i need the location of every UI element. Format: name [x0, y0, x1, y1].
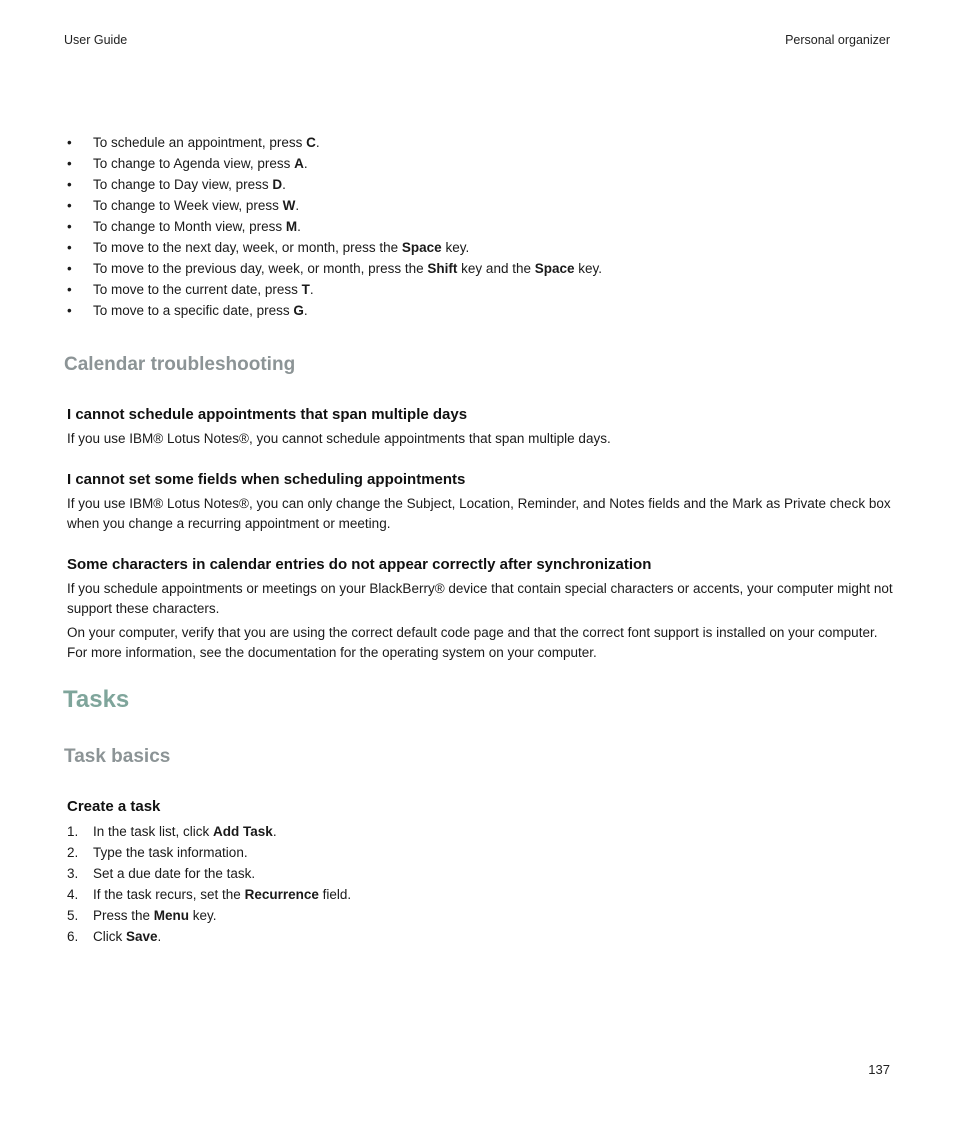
issue-body-characters-1: If you schedule appointments or meetings on your BlackBerry® device that contain special characters or accents, your computer might not support these characters.	[67, 581, 893, 616]
step-text: Type the task information.	[93, 845, 248, 860]
list-item	[64, 237, 894, 258]
step-item	[67, 926, 351, 947]
step-text: Click	[93, 929, 126, 944]
step-ui-term: Save	[126, 929, 158, 944]
step-text: Set a due date for the task.	[93, 866, 256, 881]
running-header-left: User Guide	[64, 33, 128, 47]
item-text: To move to the next day, week, or month, press the	[93, 240, 402, 255]
item-text: To move to a specific date, press	[93, 303, 294, 318]
list-item	[64, 258, 894, 279]
list-item	[64, 300, 894, 321]
step-number: 4.	[67, 887, 79, 902]
issue-title-characters: Some characters in calendar entries do not appear correctly after synchronization	[67, 556, 652, 573]
issue-body-span-days: If you use IBM® Lotus Notes®, you cannot schedule appointments that span multiple days.	[67, 431, 611, 446]
step-item	[67, 884, 351, 905]
page-number: 137	[868, 1062, 890, 1077]
list-item	[64, 216, 894, 237]
item-text: key.	[574, 261, 603, 276]
step-item	[67, 842, 351, 863]
item-text: .	[282, 177, 286, 192]
section-title-calendar-troubleshooting: Calendar troubleshooting	[64, 354, 296, 375]
key-name: W	[282, 198, 296, 213]
item-text: To change to Agenda view, press	[93, 156, 295, 171]
procedure-title-create-task: Create a task	[67, 798, 161, 815]
step-item	[67, 821, 351, 842]
item-text: To schedule an appointment, press	[93, 135, 307, 150]
step-item	[67, 863, 351, 884]
step-number: 5.	[67, 908, 79, 923]
issue-title-fields: I cannot set some fields when scheduling appointments	[67, 471, 466, 488]
key-name: Shift	[427, 261, 458, 276]
item-text: To change to Day view, press	[93, 177, 273, 192]
step-text: Press the	[93, 908, 154, 923]
item-text: .	[309, 282, 314, 297]
item-text: To change to Month view, press	[93, 219, 286, 234]
key-name: Space	[401, 240, 442, 255]
item-text: To move to the current date, press	[93, 282, 302, 297]
key-name: A	[294, 156, 304, 171]
list-item	[64, 132, 894, 153]
step-ui-term: Menu	[153, 908, 190, 923]
step-text: key.	[189, 908, 217, 923]
section-title-task-basics: Task basics	[64, 746, 171, 767]
issue-title-span-days: I cannot schedule appointments that span multiple days	[67, 406, 468, 423]
key-name: M	[285, 219, 298, 234]
step-text: field.	[318, 887, 352, 902]
step-text: If the task recurs, set the	[93, 887, 245, 902]
item-text: .	[303, 303, 308, 318]
step-number: 1.	[67, 824, 79, 839]
item-text: To move to the previous day, week, or month, press the	[93, 261, 428, 276]
step-number: 6.	[67, 929, 79, 944]
step-text: .	[157, 929, 162, 944]
key-name: Space	[534, 261, 575, 276]
item-text: .	[315, 135, 320, 150]
key-name: G	[293, 303, 304, 318]
item-text: .	[303, 156, 308, 171]
step-ui-term: Recurrence	[244, 887, 319, 902]
key-name: T	[301, 282, 310, 297]
list-item	[64, 195, 894, 216]
step-item	[67, 905, 351, 926]
running-header-right: Personal organizer	[785, 33, 890, 47]
item-text: .	[297, 219, 301, 234]
chapter-title-tasks: Tasks	[63, 686, 130, 713]
issue-body-fields: If you use IBM® Lotus Notes®, you can only change the Subject, Location, Reminder, and Notes fields and the Mark as Private check box when you change a recurring appointment or meeting.	[67, 496, 891, 531]
step-number: 3.	[67, 866, 79, 881]
step-ui-term: Add Task	[213, 824, 273, 839]
item-text: key and the	[457, 261, 535, 276]
key-name: C	[306, 135, 316, 150]
item-text: To change to Week view, press	[93, 198, 283, 213]
list-item	[64, 174, 894, 195]
issue-body-characters-2: On your computer, verify that you are using the correct default code page and that the correct font support is installed on your computer. For more information, see the documentation for the operating system on your computer.	[67, 625, 878, 660]
step-text: In the task list, click	[93, 824, 214, 839]
item-text: .	[295, 198, 300, 213]
calendar-shortcut-list	[64, 132, 894, 321]
item-text: key.	[441, 240, 470, 255]
list-item	[64, 279, 894, 300]
step-number: 2.	[67, 845, 79, 860]
step-text: .	[272, 824, 277, 839]
create-task-steps	[67, 821, 351, 947]
list-item	[64, 153, 894, 174]
key-name: D	[272, 177, 283, 192]
